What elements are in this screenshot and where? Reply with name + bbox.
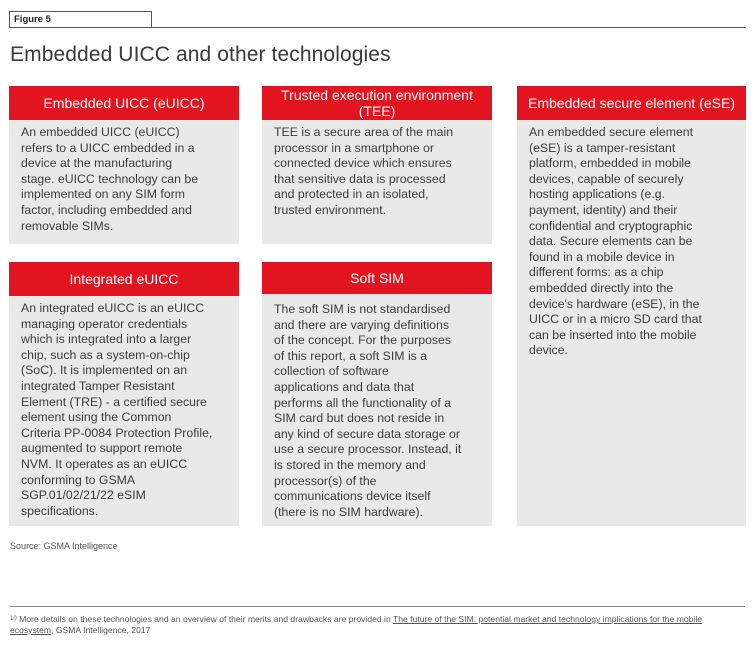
card-soft-sim-body: The soft SIM is not standardised and there are varying definitions of the concept. For the purposes of this report, a soft SIM is a collection of software applications and data that performs all the functionality of a SIM card but does not reside in any kind of secure data storage or use a secure processor. Instead, it is stored in the memory and processor(s) of the communications device itself (there is no SIM hardware). bbox=[274, 302, 462, 519]
card-soft-sim bbox=[262, 262, 492, 526]
figure-rule bbox=[152, 27, 746, 28]
card-ese-body: An embedded secure element (eSE) is a tamper-resistant platform, embedded in mobile devices, capable of securely hosting applications (e.g. payment, identity) and their confidential and cryptographic data. Secure elements can be found in a mobile device in different forms: as a chip embedded directly into the device's hardware (eSE), in the UICC or in a micro SD card that can be inserted into the mobile device. bbox=[529, 125, 702, 358]
footnote bbox=[10, 614, 740, 636]
source-note: Source: GSMA Intelligence bbox=[10, 541, 118, 551]
card-euicc-body: An embedded UICC (eUICC) refers to a UICC embedded in a device at the manufacturing stage. eUICC technology can be implemented on any SIM form factor, including embedded and removable SIMs. bbox=[21, 125, 199, 233]
figure-label: Figure 5 bbox=[9, 11, 152, 28]
card-ese bbox=[517, 86, 746, 526]
card-euicc-heading: Embedded UICC (eUICC) bbox=[9, 86, 239, 120]
footnote-text-before: More details on these technologies and an overview of their merits and drawbacks are provided in bbox=[19, 614, 393, 624]
footnote-text-after: , GSMA Intelligence, 2017 bbox=[51, 625, 151, 635]
page-title: Embedded UICC and other technologies bbox=[10, 43, 391, 66]
footnote-link[interactable]: The future of the SIM: potential market and technology implications for the mobile ecosystem bbox=[10, 614, 703, 635]
card-integrated-euicc bbox=[9, 262, 239, 526]
footnote-rule bbox=[10, 606, 745, 607]
card-integrated-euicc-body: An integrated eUICC is an eUICC managing operator credentials which is integrated into a larger chip, such as a system-on-chip (SoC). It is implemented on an integrated Tamper Resistant Element (TRE) - a certified secure element using the Common Criteria PP-0084 Protection Profile, augmented to support remote NVM. It operates as an eUICC conforming to GSMA SGP.01/02/21/22 eSIM specifications. bbox=[21, 301, 213, 518]
footnote-number: 10 bbox=[10, 616, 17, 622]
card-tee-body: TEE is a secure area of the main processor in a smartphone or connected device which ensures that sensitive data is processed and protected in an isolated, trusted environment. bbox=[274, 125, 454, 217]
card-integrated-euicc-heading: Integrated eUICC bbox=[9, 262, 239, 296]
card-soft-sim-heading: Soft SIM bbox=[262, 262, 492, 294]
card-tee-heading: Trusted execution environment (TEE) bbox=[262, 86, 492, 120]
card-ese-heading: Embedded secure element (eSE) bbox=[517, 86, 746, 120]
card-euicc bbox=[9, 86, 239, 244]
card-tee bbox=[262, 86, 492, 244]
